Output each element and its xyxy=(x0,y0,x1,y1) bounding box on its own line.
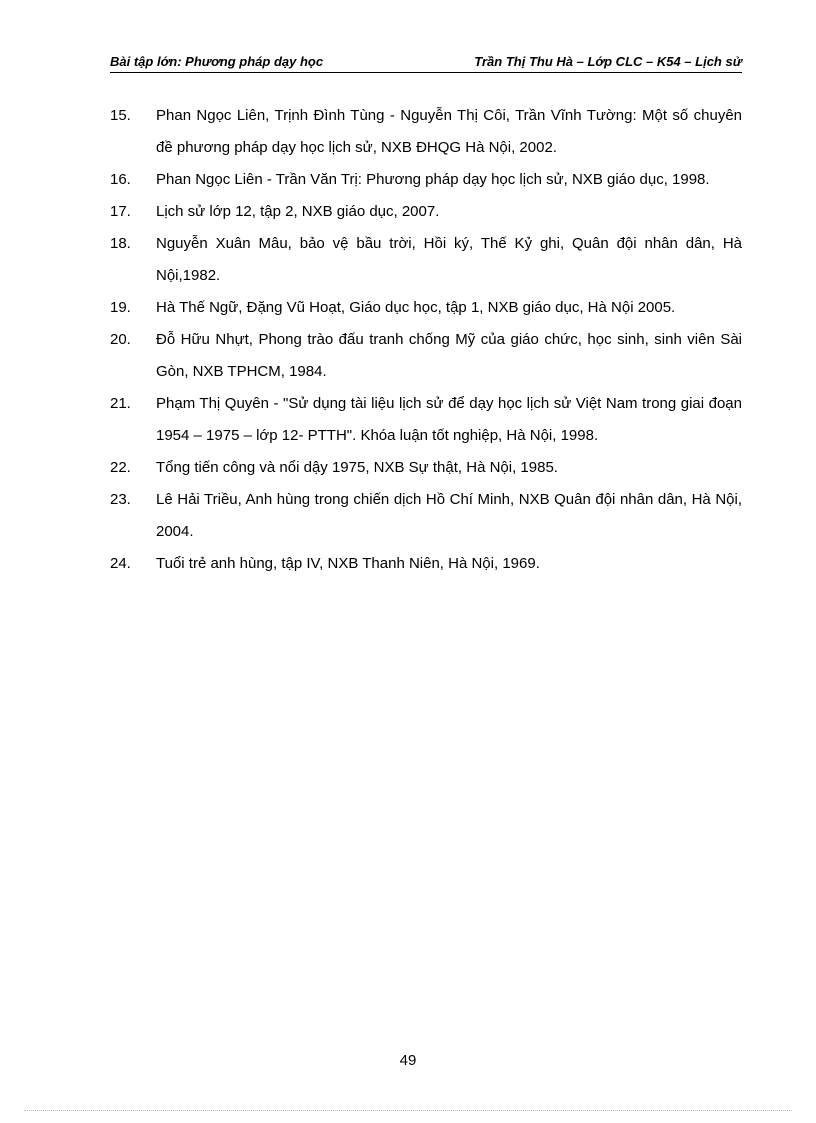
reference-item xyxy=(110,484,742,548)
reference-text: Tuổi trẻ anh hùng, tập IV, NXB Thanh Niên, Hà Nội, 1969. xyxy=(156,555,540,572)
reference-number: 23. xyxy=(110,491,131,508)
page-bottom-divider xyxy=(24,1110,792,1111)
reference-text: Đỗ Hữu Nhựt, Phong trào đấu tranh chống Mỹ của giáo chức, học sinh, sinh viên Sài Gòn, NXB TPHCM, 1984. xyxy=(156,331,742,380)
reference-list xyxy=(110,100,742,580)
reference-text: Lê Hải Triều, Anh hùng trong chiến dịch Hồ Chí Minh, NXB Quân đội nhân dân, Hà Nội, 2004. xyxy=(156,491,742,540)
reference-text: Lịch sử lớp 12, tập 2, NXB giáo dục, 2007. xyxy=(156,203,440,220)
reference-item xyxy=(110,548,742,580)
reference-text: Phạm Thị Quyên - "Sử dụng tài liệu lịch sử để dạy học lịch sử Việt Nam trong giai đoạn 1954 – 1975 – lớp 12- PTTH". Khóa luận tốt nghiệp, Hà Nội, 1998. xyxy=(156,395,742,444)
reference-item xyxy=(110,292,742,324)
reference-item xyxy=(110,388,742,452)
header-author: Trần Thị Thu Hà – Lớp CLC – K54 – Lịch sử xyxy=(474,54,742,69)
reference-number: 22. xyxy=(110,459,131,476)
reference-number: 18. xyxy=(110,235,131,252)
reference-number: 15. xyxy=(110,107,131,124)
reference-item xyxy=(110,164,742,196)
reference-number: 24. xyxy=(110,555,131,572)
reference-number: 21. xyxy=(110,395,131,412)
reference-number: 16. xyxy=(110,171,131,188)
reference-text: Phan Ngọc Liên, Trịnh Đình Tùng - Nguyễn Thị Côi, Trần Vĩnh Tường: Một số chuyên đề phương pháp dạy học lịch sử, NXB ĐHQG Hà Nội, 2002. xyxy=(156,107,742,156)
reference-item xyxy=(110,196,742,228)
reference-text: Hà Thế Ngữ, Đặng Vũ Hoạt, Giáo dục học, tập 1, NXB giáo dục, Hà Nội 2005. xyxy=(156,299,676,316)
reference-item xyxy=(110,100,742,164)
reference-text: Nguyễn Xuân Mâu, bảo vệ bầu trời, Hồi ký, Thế Kỷ ghi, Quân đội nhân dân, Hà Nội,1982. xyxy=(156,235,742,284)
reference-text: Tổng tiến công và nổi dậy 1975, NXB Sự thật, Hà Nội, 1985. xyxy=(156,459,558,476)
reference-number: 19. xyxy=(110,299,131,316)
page-header xyxy=(110,52,742,73)
page-number: 49 xyxy=(399,1052,417,1069)
header-course-title: Bài tập lớn: Phương pháp dạy học xyxy=(110,54,324,69)
reference-item xyxy=(110,228,742,292)
reference-item xyxy=(110,324,742,388)
reference-item xyxy=(110,452,742,484)
reference-text: Phan Ngọc Liên - Trần Văn Trị: Phương pháp dạy học lịch sử, NXB giáo dục, 1998. xyxy=(156,171,710,188)
reference-number: 20. xyxy=(110,331,131,348)
reference-number: 17. xyxy=(110,203,131,220)
